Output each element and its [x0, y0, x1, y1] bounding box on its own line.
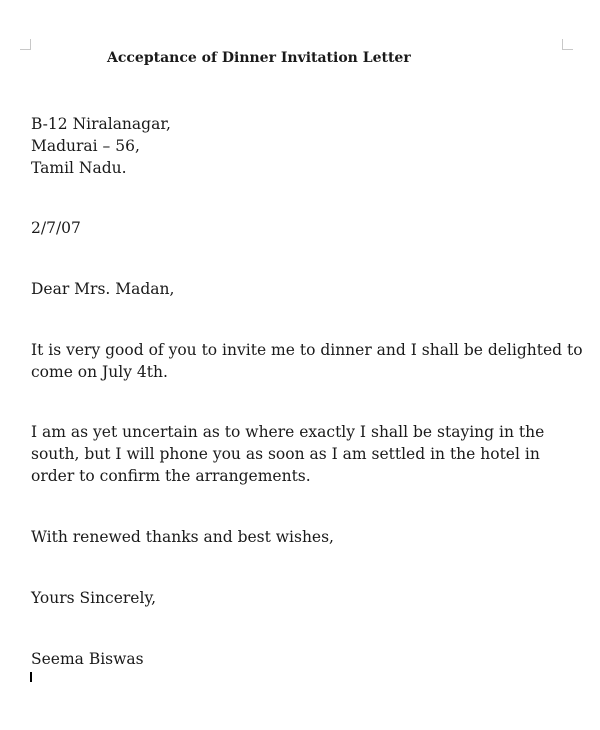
salutation: Dear Mrs. Madan,	[31, 280, 175, 298]
address-line: B-12 Niralanagar,	[31, 115, 171, 133]
page-corner-mark-top-right	[562, 39, 573, 50]
signature-name: Seema Biswas	[31, 650, 144, 668]
sign-off: Yours Sincerely,	[31, 589, 157, 607]
paragraph-line: I am as yet uncertain as to where exactly I shall be staying in the	[31, 423, 545, 441]
address-line: Tamil Nadu.	[31, 159, 127, 177]
paragraph-line: order to confirm the arrangements.	[31, 467, 311, 485]
text-cursor	[30, 672, 32, 682]
page-corner-mark-top-left	[20, 39, 31, 50]
address-line: Madurai – 56,	[31, 137, 140, 155]
document-title: Acceptance of Dinner Invitation Letter	[107, 50, 411, 66]
sender-address	[31, 113, 576, 179]
closing-wishes: With renewed thanks and best wishes,	[31, 528, 334, 546]
letter-date: 2/7/07	[31, 219, 81, 237]
paragraph-line: south, but I will phone you as soon as I am settled in the hotel in	[31, 445, 540, 463]
paragraph-line: come on July 4th.	[31, 363, 168, 381]
body-paragraph-1	[31, 339, 583, 383]
paragraph-line: It is very good of you to invite me to dinner and I shall be delighted to	[31, 341, 583, 359]
body-paragraph-2	[31, 421, 576, 487]
